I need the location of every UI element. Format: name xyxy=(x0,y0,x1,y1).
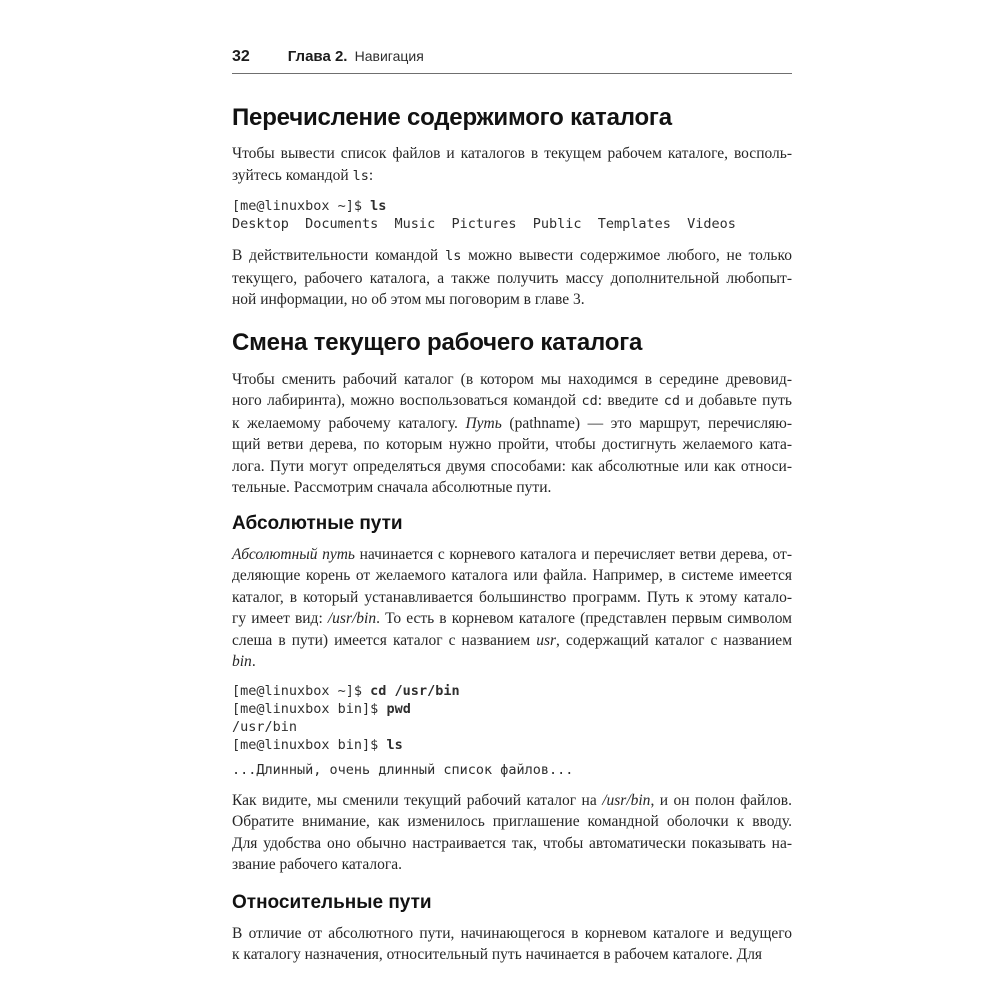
terminal-listing-ls: [me@linuxbox ~]$ ls Desktop Documents Music Pictures Public Templates Videos xyxy=(232,198,736,232)
subsection-title-relative: Относительные пути xyxy=(232,891,432,913)
chapter-label: Глава 2. xyxy=(287,48,348,65)
section-title-cd: Смена текущего рабочего каталога xyxy=(232,328,643,356)
section-title-listing: Перечисление содержимого каталога xyxy=(232,104,672,131)
chapter-heading xyxy=(288,48,424,65)
terminal-cd-usr-bin: [me@linuxbox ~]$ cd /usr/bin [me@linuxbox bin]$ pwd /usr/bin [me@linuxbox bin]$ ls xyxy=(232,682,460,753)
paragraph-listing-intro: Чтобы вывести список файлов и каталогов в текущем рабочем каталоге, восполь- зуйтесь командой ls: xyxy=(232,145,792,184)
header-divider xyxy=(232,73,792,74)
paragraph-relative-intro: В отличие от абсолютного пути, начинающегося в корневом каталоге и ведущего к каталогу назначения, относительный путь начинается в рабочем каталоге. Для xyxy=(232,924,792,963)
paragraph-absolute-intro: Абсолютный путь начинается с корневого каталога и перечисляет ветви дерева, от- деляющие корень от желаемого каталога или файла. Например, в системе имеется каталог, в который устанавливается большинство программ. Путь к этому катало- гу имеет вид: /usr/bin. То есть в корневом каталоге (представлен первым символом слеша в пути) имеется каталог с названием usr, содержащий каталог с названием bin. xyxy=(232,545,792,670)
page-number: 32 xyxy=(232,48,250,65)
chapter-name: Навигация xyxy=(354,48,424,64)
terminal-output-note: ...Длинный, очень длинный список файлов... xyxy=(232,761,574,778)
paragraph-cd-intro: Чтобы сменить рабочий каталог (в котором мы находимся в середине древовид- ного лабиринта), можно воспользоваться командой cd: введите cd и добавьте путь к желаемому рабочему каталогу. Путь (pathname) — это маршрут, перечисляю- щий ветви дерева, по которым нужно пройти, чтобы достигнуть желаемого ката- лога. Пути могут определяться двумя способами: как абсолютные или как относи- тельные. Рассмотрим сначала абсолютные пути. xyxy=(232,370,792,496)
subsection-title-absolute: Абсолютные пути xyxy=(232,512,403,534)
text-column xyxy=(232,48,792,966)
paragraph-listing-followup: В действительности командой ls можно вывести содержимое любого, не только текущего, рабочего каталога, а также получить массу дополнительной любопыт- ной информации, но об этом мы поговорим в главе 3. xyxy=(232,247,792,308)
paragraph-absolute-followup: Как видите, мы сменили текущий рабочий каталог на /usr/bin, и он полон файлов. Обратите внимание, как изменилось приглашение командной оболочки к вводу. Для удобства оно обычно настраивается так, чтобы автоматически показывать на- звание рабочего каталога. xyxy=(232,791,792,873)
running-header xyxy=(232,48,792,66)
